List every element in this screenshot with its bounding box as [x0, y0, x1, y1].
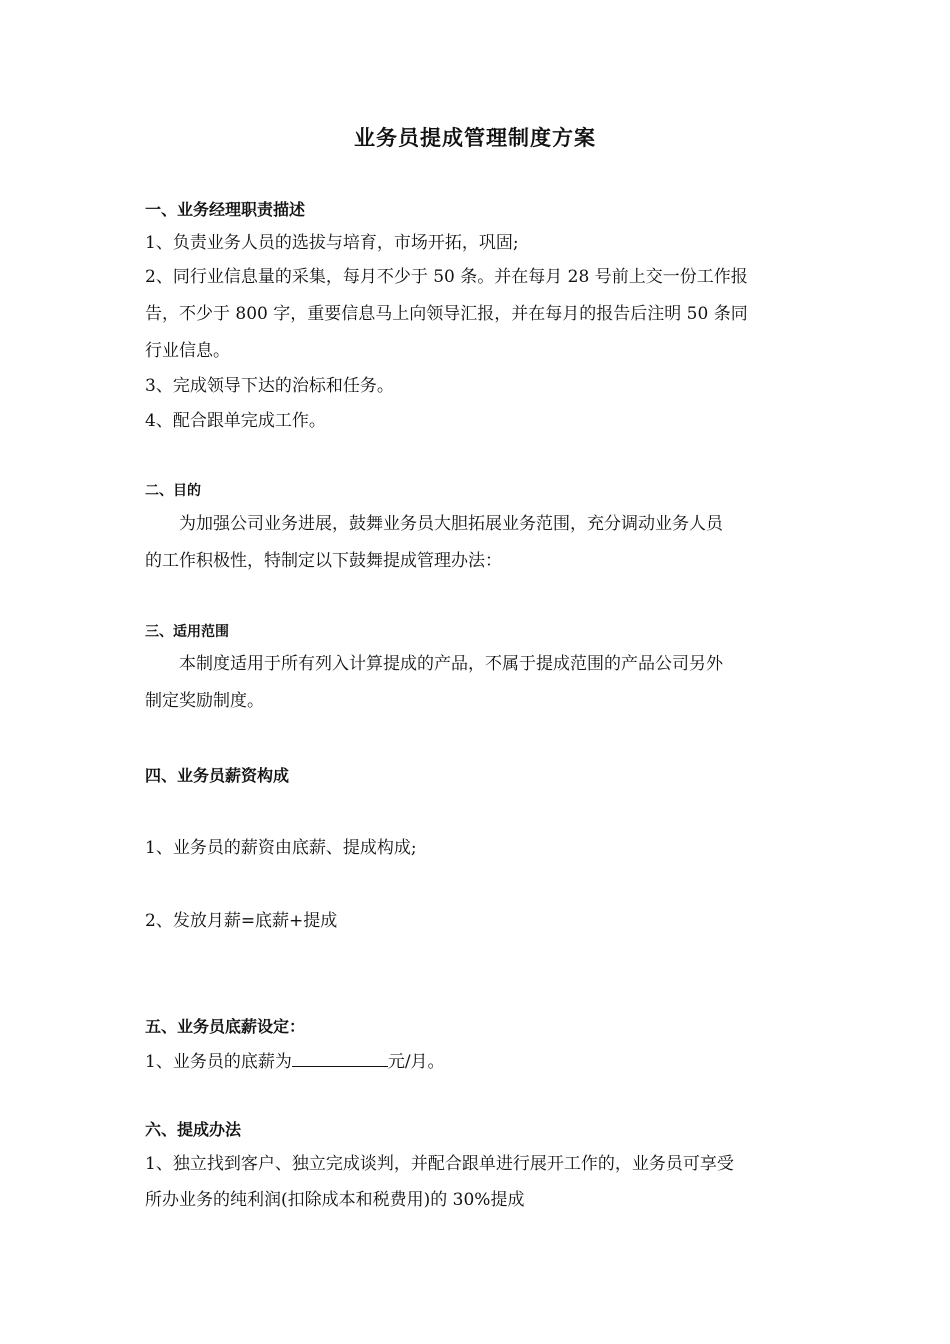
base-salary-prefix: 1、业务员的底薪为 — [145, 1052, 292, 1072]
document-title: 业务员提成管理制度方案 — [354, 126, 596, 150]
section-heading-purpose: 二、目的 — [145, 483, 201, 499]
base-salary-suffix: 元/月。 — [387, 1052, 445, 1072]
paragraph-line: 本制度适用于所有列入计算提成的产品，不属于提成范围的产品公司另外 — [179, 654, 723, 674]
base-salary-blank-field — [292, 1048, 388, 1067]
paragraph-line: 2、同行业信息量的采集，每月不少于 50 条。并在每月 28 号前上交一份工作报 — [145, 267, 748, 287]
paragraph-line: 2、发放月薪=底薪+提成 — [145, 911, 338, 931]
paragraph-line: 4、配合跟单完成工作。 — [145, 411, 326, 431]
paragraph-line: 1、负责业务人员的选拔与培育，市场开拓，巩固; — [145, 233, 519, 253]
section-heading-commission: 六、提成办法 — [145, 1120, 242, 1139]
paragraph-line-base-salary — [145, 1048, 815, 1074]
paragraph-line: 制定奖励制度。 — [145, 691, 264, 711]
paragraph-line: 为加强公司业务进展，鼓舞业务员大胆拓展业务范围，充分调动业务人员 — [179, 514, 723, 534]
paragraph-line: 所办业务的纯利润(扣除成本和税费用)的 30%提成 — [145, 1190, 525, 1210]
paragraph-line: 告，不少于 800 字，重要信息马上向领导汇报，并在每月的报告后注明 50 条同 — [145, 304, 748, 324]
paragraph-line: 的工作积极性，特制定以下鼓舞提成管理办法： — [145, 551, 502, 571]
paragraph-line: 1、独立找到客户、独立完成谈判，并配合跟单进行展开工作的，业务员可享受 — [145, 1154, 734, 1174]
paragraph-line: 1、业务员的薪资由底薪、提成构成; — [145, 838, 417, 858]
section-heading-base-salary: 五、业务员底薪设定： — [145, 1017, 306, 1036]
section-heading-scope: 三、适用范围 — [145, 624, 229, 640]
section-heading-duties: 一、业务经理职责描述 — [145, 200, 306, 219]
paragraph-line: 行业信息。 — [145, 341, 230, 361]
paragraph-line: 3、完成领导下达的治标和任务。 — [145, 376, 394, 396]
section-heading-salary-structure: 四、业务员薪资构成 — [145, 766, 290, 785]
